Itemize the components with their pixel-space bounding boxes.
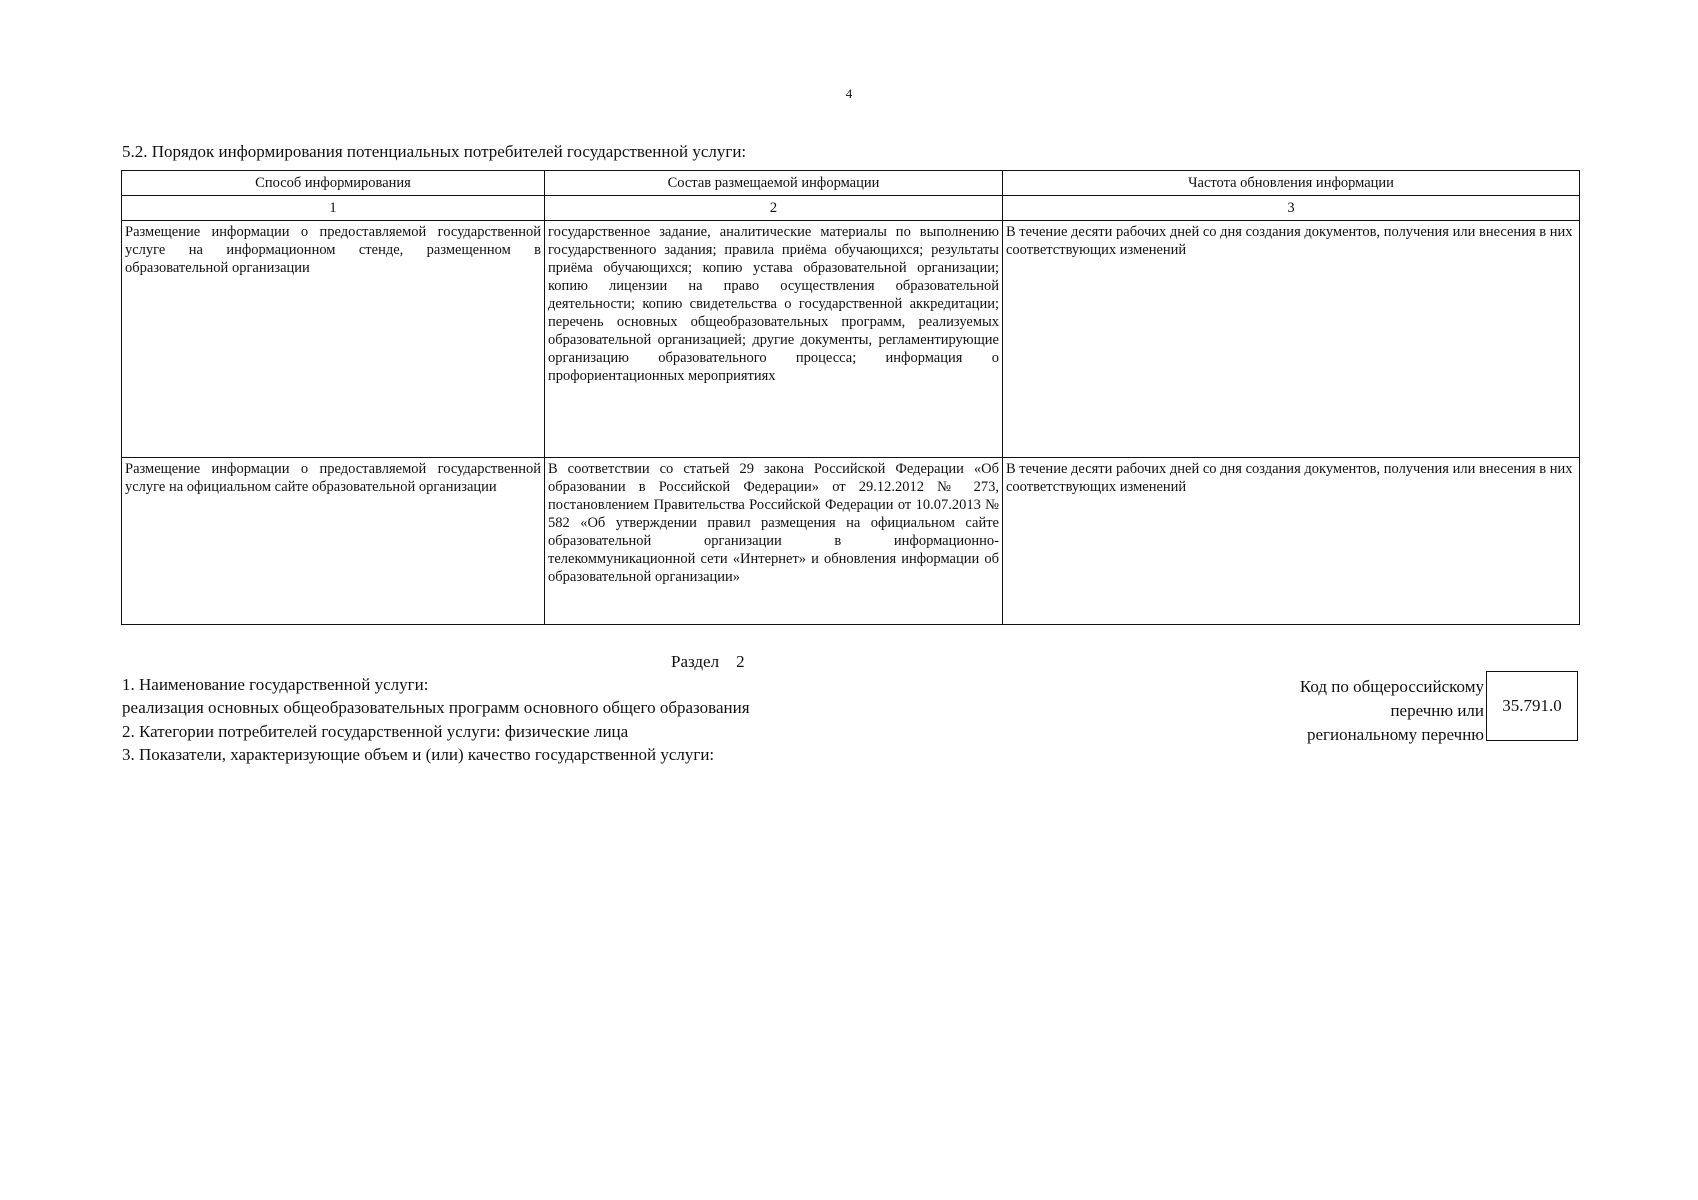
table-header-row [122,171,1580,196]
code-value: 35.791.0 [1502,696,1562,715]
cell-frequency: В течение десяти рабочих дней со дня создания документов, получения или внесения в них соответствующих изменений [1003,221,1580,458]
column-header-method: Способ информирования [122,171,545,196]
service-name-value: реализация основных общеобразовательных программ основного общего образования [122,698,750,717]
service-name-label: 1. Наименование государственной услуги: [122,675,429,694]
column-header-frequency: Частота обновления информации [1003,171,1580,196]
table-row [122,458,1580,625]
table-row [122,221,1580,458]
column-header-content: Состав размещаемой информации [545,171,1003,196]
section-5-2-heading: 5.2. Порядок информирования потенциальных потребителей государственной услуги: [122,142,747,161]
cell-content: государственное задание, аналитические материалы по выполнению государственного задания; правила приёма обучающихся; результаты приёма обучающихся; копию устава образовательной организации; копию лицензии на право осуществления образовательной деятельности; копию свидетельства о государственной аккредитации; перечень основных общеобразовательных программ, реализуемых образовательной организацией; другие документы, регламентирующие организацию образовательного процесса; информация о профориентационных мероприятиях [545,221,1003,458]
column-number: 2 [545,196,1003,221]
consumer-category: 2. Категории потребителей государственной услуги: физические лица [122,722,629,741]
indicators-heading: 3. Показатели, характеризующие объем и (или) качество государственной услуги: [122,745,715,764]
cell-frequency: В течение десяти рабочих дней со дня создания документов, получения или внесения в них соответствующих изменений [1003,458,1580,625]
code-label-line: перечню или [1390,701,1484,720]
column-number-row [122,196,1580,221]
code-label-line: Код по общероссийскому [1299,677,1484,696]
informing-table [121,170,1580,625]
code-label-line: региональному перечню [1306,725,1484,744]
section-2-title: Раздел 2 [671,652,745,671]
cell-method: Размещение информации о предоставляемой государственной услуге на информационном стенде, размещенном в образовательной организации [122,221,545,458]
column-number: 1 [122,196,545,221]
column-number: 3 [1003,196,1580,221]
cell-content: В соответствии со статьей 29 закона Российской Федерации «Об образовании в Российской Федерации» от 29.12.2012 № 273, постановлением Правительства Российской Федерации от 10.07.2013 № 582 «Об утверждении правил размещения на официальном сайте образовательной организации в информационно-телекоммуникационной сети «Интернет» и обновления информации об образовательной организации» [545,458,1003,625]
page-number: 4 [845,86,853,101]
code-label [1180,675,1484,747]
cell-method: Размещение информации о предоставляемой государственной услуге на официальном сайте образовательной организации [122,458,545,625]
code-value-box [1486,671,1578,741]
